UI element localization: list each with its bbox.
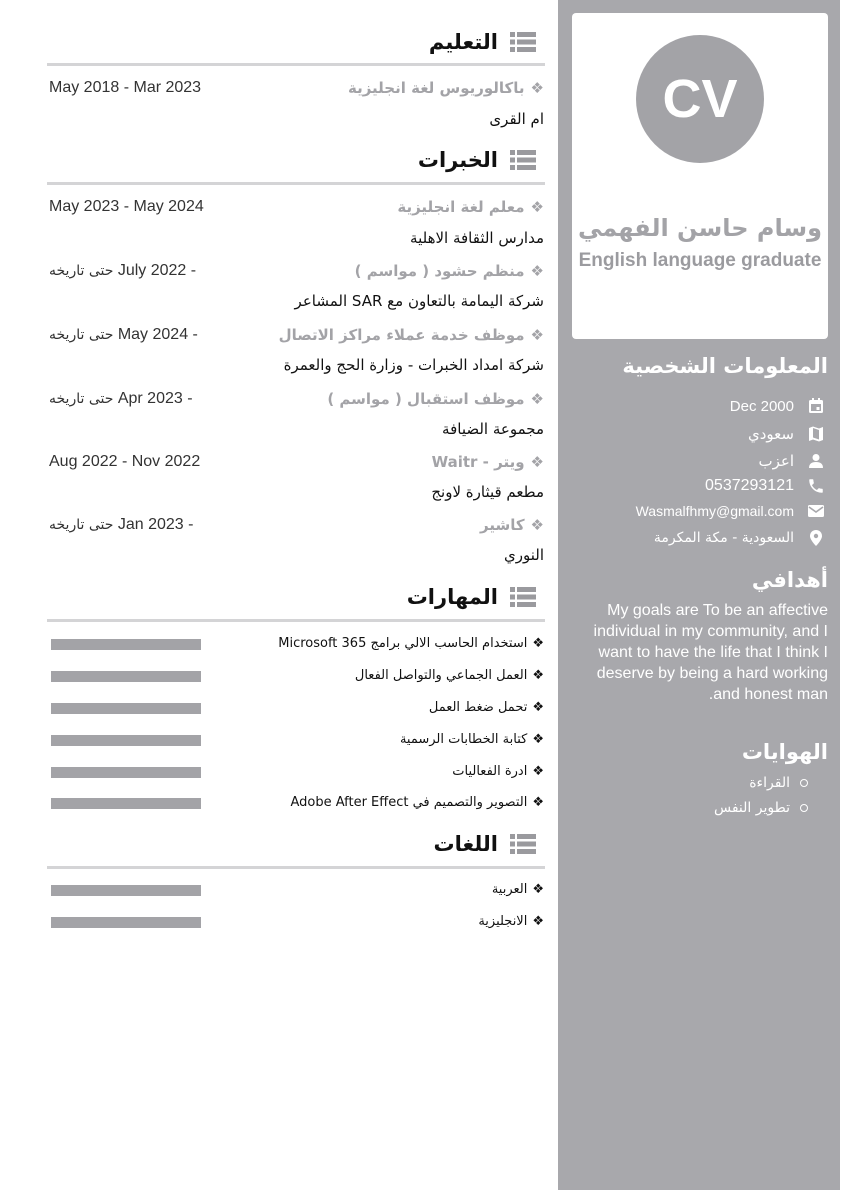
info-row-email xyxy=(636,498,826,524)
experience-title: ❖كاشير xyxy=(479,516,544,534)
diamond-bullet-icon: ❖ xyxy=(530,453,544,471)
language-item: ❖العربية xyxy=(491,882,544,897)
email-icon xyxy=(806,501,826,521)
hobby-item: تطوير النفس xyxy=(714,800,808,816)
diamond-bullet-icon: ❖ xyxy=(530,326,544,344)
info-marital-status: اعزب xyxy=(758,452,794,470)
diamond-bullet-icon: ❖ xyxy=(532,700,544,715)
skill-item: ❖تحمل ضغط العمل xyxy=(428,700,544,715)
diamond-bullet-icon: ❖ xyxy=(530,516,544,534)
hobbies-heading: الهوايات xyxy=(741,740,828,764)
info-birthdate: Dec 2000 xyxy=(729,397,794,415)
info-row-nationality xyxy=(748,421,826,447)
experience-title: ❖موظف استقبال ( مواسم ) xyxy=(327,390,544,408)
experience-date: حتى تاريخه Jan 2023 - xyxy=(49,516,194,533)
skill-item: ❖كتابة الخطابات الرسمية xyxy=(399,732,544,747)
info-location: السعودية - مكة المكرمة xyxy=(653,530,794,546)
phone-icon xyxy=(806,476,826,496)
diamond-bullet-icon: ❖ xyxy=(530,390,544,408)
experience-org: مدارس الثقافة الاهلية xyxy=(410,229,544,247)
experience-title: ❖منظم حشود ( مواسم ) xyxy=(354,262,544,280)
experience-org: مجموعة الضيافة xyxy=(442,420,544,438)
experience-date: May 2023 - May 2024 xyxy=(49,198,204,215)
info-phone: 0537293121 xyxy=(705,477,794,494)
education-heading: التعليم xyxy=(429,27,536,57)
profile-name: وسام حاسن الفهمي xyxy=(577,214,823,242)
language-level-bar xyxy=(51,917,201,928)
diamond-bullet-icon: ❖ xyxy=(532,668,544,683)
info-row-birthdate xyxy=(730,393,826,419)
experience-date: حتى تاريخه Apr 2023 - xyxy=(49,390,193,407)
diamond-bullet-icon: ❖ xyxy=(532,795,544,810)
skill-level-bar xyxy=(51,735,201,746)
skill-item: ❖ادرة الفعاليات xyxy=(452,764,544,779)
personal-info-heading: المعلومات الشخصية xyxy=(622,354,828,378)
section-divider xyxy=(47,619,545,622)
person-icon xyxy=(806,451,826,471)
experience-date: حتى تاريخه July 2022 - xyxy=(49,262,197,279)
diamond-bullet-icon: ❖ xyxy=(530,262,544,280)
education-title: ❖باكالوريوس لغة انجليزية xyxy=(347,79,544,97)
skills-heading: المهارات xyxy=(407,582,536,612)
experience-title: ❖موظف خدمة عملاء مراكز الاتصال xyxy=(278,326,544,344)
info-nationality: سعودي xyxy=(748,425,794,443)
section-divider xyxy=(47,182,545,185)
circle-bullet-icon xyxy=(800,804,808,812)
skill-level-bar xyxy=(51,639,201,650)
list-icon xyxy=(510,149,536,171)
goals-heading: أهدافي xyxy=(751,568,828,592)
skill-item: ❖استخدام الحاسب الالي برامج Microsoft 365 xyxy=(278,636,544,651)
language-item: ❖الانجليزية xyxy=(478,914,544,929)
section-divider xyxy=(47,866,545,869)
list-icon xyxy=(510,31,536,53)
diamond-bullet-icon: ❖ xyxy=(532,914,544,929)
cv-avatar: CV xyxy=(636,35,764,163)
experience-org: شركة اليمامة بالتعاون مع SAR المشاعر xyxy=(294,292,544,310)
education-org: ام القرى xyxy=(489,110,544,128)
diamond-bullet-icon: ❖ xyxy=(532,732,544,747)
skill-level-bar xyxy=(51,798,201,809)
experience-title: ❖معلم لغة انجليزية xyxy=(397,198,544,216)
hobby-item: القراءة xyxy=(749,775,808,791)
diamond-bullet-icon: ❖ xyxy=(532,882,544,897)
diamond-bullet-icon: ❖ xyxy=(530,198,544,216)
skill-level-bar xyxy=(51,671,201,682)
map-icon xyxy=(806,424,826,444)
info-row-phone xyxy=(705,473,826,499)
education-date: May 2018 - Mar 2023 xyxy=(49,79,202,96)
experience-date: حتى تاريخه May 2024 - xyxy=(49,326,198,343)
languages-heading: اللغات xyxy=(434,829,537,859)
calendar-icon xyxy=(806,396,826,416)
profile-profession: English language graduate xyxy=(578,250,822,271)
skill-level-bar xyxy=(51,767,201,778)
diamond-bullet-icon: ❖ xyxy=(532,636,544,651)
info-row-location xyxy=(654,525,826,551)
skill-item: ❖العمل الجماعي والتواصل الفعال xyxy=(354,668,544,683)
section-divider xyxy=(47,63,545,66)
experience-date: Aug 2022 - Nov 2022 xyxy=(49,453,201,470)
location-icon xyxy=(806,528,826,548)
diamond-bullet-icon: ❖ xyxy=(532,764,544,779)
circle-bullet-icon xyxy=(800,779,808,787)
language-level-bar xyxy=(51,885,201,896)
skill-item: ❖التصوير والتصميم في Adobe After Effect xyxy=(290,795,544,810)
list-icon xyxy=(510,586,536,608)
skill-level-bar xyxy=(51,703,201,714)
list-icon xyxy=(510,833,536,855)
goals-text: My goals are To be an affective individual in my community, and I want to have the life that I think I deserve by being a hard working .and honest man xyxy=(593,602,828,703)
diamond-bullet-icon: ❖ xyxy=(530,79,544,97)
experience-org: النوري xyxy=(504,546,544,564)
info-email: Wasmalfhmy@gmail.com xyxy=(635,503,794,519)
experience-org: مطعم قيثارة لاونج xyxy=(431,483,544,501)
experience-title: ❖ويتر - Waitr xyxy=(431,453,544,471)
experience-org: شركة امداد الخبرات - وزارة الحج والعمرة xyxy=(283,356,544,374)
info-row-status xyxy=(758,448,826,474)
experience-heading: الخبرات xyxy=(418,145,536,175)
